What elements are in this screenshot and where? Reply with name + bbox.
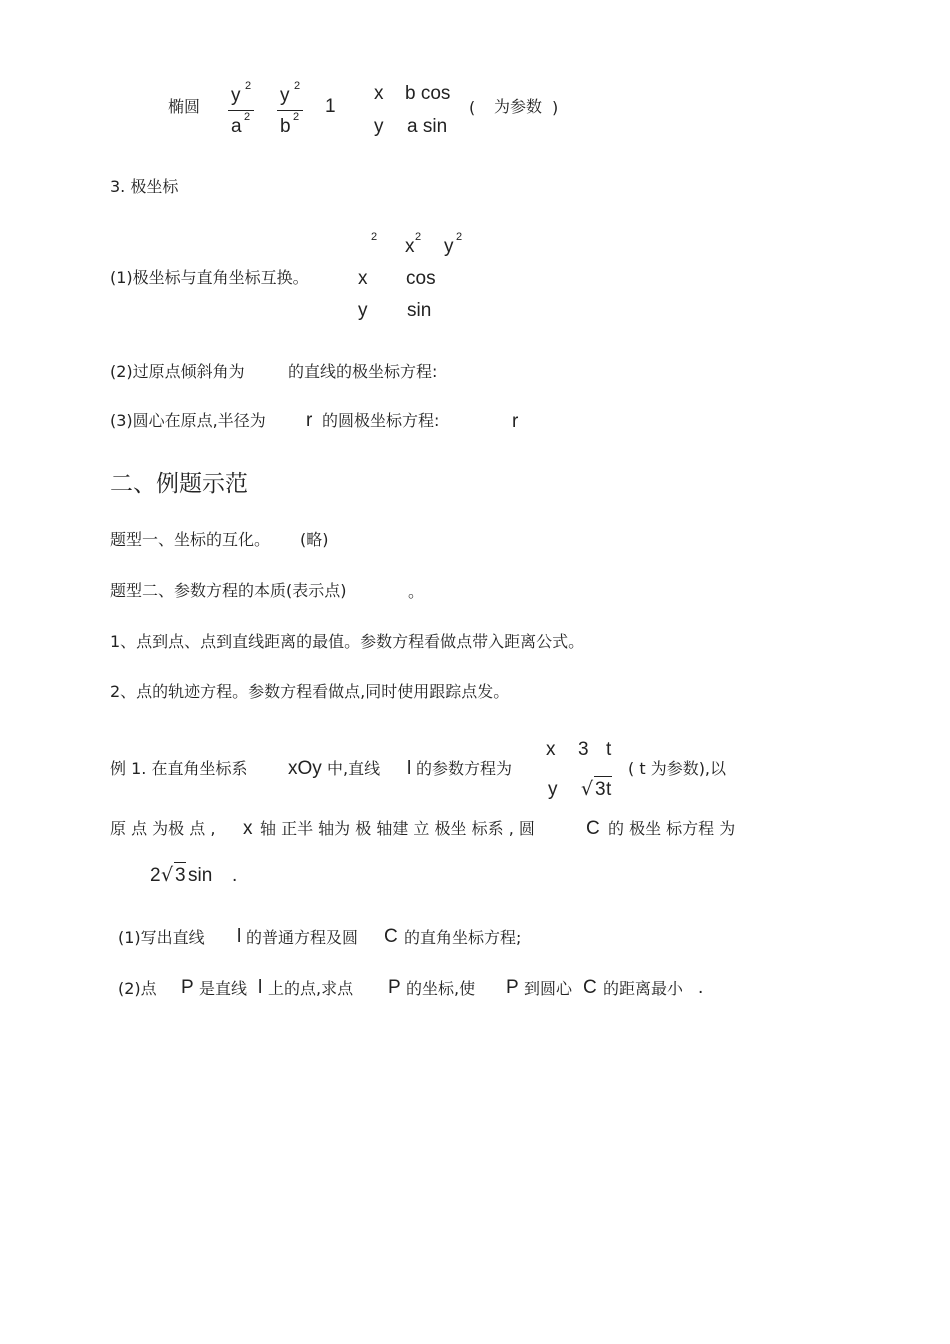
ex1-sys-y-t: t <box>606 779 612 800</box>
ex1-line2-a: 原 点 为极 点 , <box>110 819 216 838</box>
point1: 1、点到点、点到直线距离的最值。参数方程看做点带入距离公式。 <box>110 632 585 651</box>
ex1-param-note: ( t 为参数),以 <box>628 759 727 778</box>
ex1-q1-c: C <box>384 926 398 947</box>
ex1-sys-y: y <box>548 779 558 800</box>
ex1-eq-root: 3 <box>175 865 186 886</box>
ex1-mid1: 中,直线 <box>327 759 381 778</box>
frac2-numerator-exponent: 2 <box>294 80 301 92</box>
param-note-text: 为参数 <box>494 97 543 116</box>
polar-item2-b: 的直线的极坐标方程: <box>288 362 438 381</box>
polar-y-var: y <box>358 300 368 321</box>
ex1-sqrt-overline <box>594 776 612 777</box>
ellipse-rhs: 1 <box>325 96 336 117</box>
ex1-line2-x: x <box>243 818 253 839</box>
polar-item3-a: (3)圆心在原点,半径为 <box>110 411 266 430</box>
ex1-lead: 例 1. 在直角坐标系 <box>110 759 248 778</box>
ex1-line-l: l <box>407 758 412 779</box>
ex1-q2-c: 上的点,求点 <box>268 979 354 998</box>
ex1-eq-sqrt-overline <box>174 862 186 863</box>
ex1-q2-d: 的坐标,使 <box>406 979 476 998</box>
polar-item3-rhs: r <box>512 411 519 432</box>
ex1-q2-end: . <box>698 977 704 998</box>
polar-item2-a: (2)过原点倾斜角为 <box>110 362 245 381</box>
ex1-mid2: 的参数方程为 <box>416 759 513 778</box>
y-squared-base: y <box>444 236 454 257</box>
polar-cos: cos <box>406 268 436 289</box>
type1-note: (略) <box>300 530 329 549</box>
frac1-numerator: y <box>231 85 241 106</box>
ex1-q2-f: 的距离最小 <box>603 979 684 998</box>
param-note-close: ) <box>552 98 559 117</box>
ellipse-sys-x-var: x <box>374 83 384 104</box>
frac2-denominator-exponent: 2 <box>293 111 300 123</box>
frac1-numerator-exponent: 2 <box>245 80 252 92</box>
ex1-sqrt-icon: √ <box>581 778 594 800</box>
rho-exponent: 2 <box>371 231 378 243</box>
ex1-eq-coef: 2 <box>150 865 161 886</box>
ex1-q2-e: 到圆心 <box>524 979 573 998</box>
ex1-eq-end: . <box>232 865 238 886</box>
ex1-line2-b: 轴 正半 轴为 极 轴建 立 极坐 标系 , 圆 <box>260 819 535 838</box>
polar-item3-r: r <box>306 410 313 431</box>
ex1-q1-l: l <box>237 926 242 947</box>
ellipse-sys-y-expr: a sin <box>407 116 448 137</box>
x-squared-base: x <box>405 236 415 257</box>
ellipse-sys-y-var: y <box>374 116 384 137</box>
examples-heading: 二、例题示范 <box>110 471 248 497</box>
ex1-line2-c: C <box>586 818 600 839</box>
frac1-denominator: a <box>231 116 242 137</box>
ex1-q2-p2: P <box>388 977 401 998</box>
ex1-q2-c2: C <box>583 977 597 998</box>
ex1-q1-b: 的普通方程及圆 <box>246 928 359 947</box>
ex1-sys-x-num: 3 <box>578 739 589 760</box>
ex1-line2-d: 的 极坐 标方程 为 <box>608 819 736 838</box>
ex1-coord-system: xOy <box>288 758 322 779</box>
ex1-sys-x-t: t <box>606 739 612 760</box>
ex1-q1-a: (1)写出直线 <box>118 928 205 947</box>
polar-x-var: x <box>358 268 368 289</box>
ex1-eq-sin: sin <box>188 865 213 886</box>
ex1-q2-a: (2)点 <box>118 979 157 998</box>
section3-title: 3. 极坐标 <box>110 177 179 196</box>
point2: 2、点的轨迹方程。参数方程看做点,同时使用跟踪点发。 <box>110 682 510 701</box>
ex1-q1-d: 的直角坐标方程; <box>404 928 522 947</box>
ex1-sys-x: x <box>546 739 556 760</box>
ex1-sys-y-root: 3 <box>595 779 606 800</box>
type1-label: 题型一、坐标的互化。 <box>110 530 271 549</box>
frac1-denominator-exponent: 2 <box>244 111 251 123</box>
y-squared-exponent: 2 <box>456 231 463 243</box>
ex1-q2-l: l <box>258 977 263 998</box>
ex1-q2-p3: P <box>506 977 519 998</box>
polar-item3-b: 的圆极坐标方程: <box>322 411 440 430</box>
ellipse-sys-x-expr: b cos <box>405 83 451 104</box>
ex1-q2-b: 是直线 <box>199 979 248 998</box>
x-squared-exponent: 2 <box>415 231 422 243</box>
polar-sin: sin <box>407 300 432 321</box>
type2-end: 。 <box>408 582 425 601</box>
ex1-q2-p: P <box>181 977 194 998</box>
polar-item1-label: (1)极坐标与直角坐标互换。 <box>110 268 309 287</box>
type2-label: 题型二、参数方程的本质(表示点) <box>110 581 347 600</box>
ex1-eq-sqrt-icon: √ <box>161 864 174 886</box>
frac2-numerator: y <box>280 85 290 106</box>
param-note-open: ( <box>469 98 476 117</box>
ellipse-label: 椭圆 <box>168 97 201 116</box>
frac2-denominator: b <box>280 116 291 137</box>
